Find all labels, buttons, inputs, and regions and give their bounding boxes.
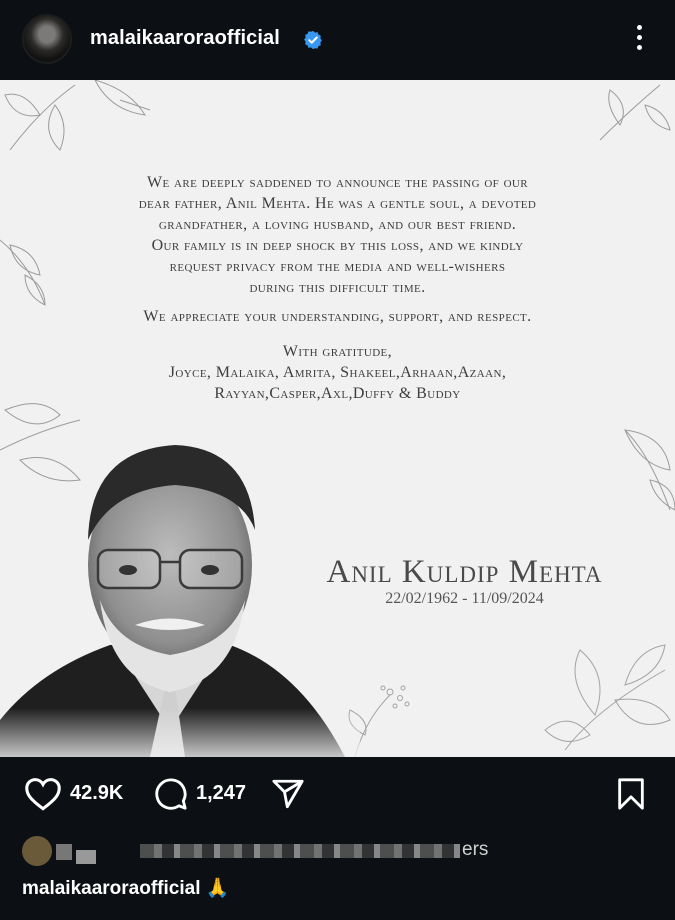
comment-icon[interactable] <box>153 777 189 811</box>
message-line: Our family is in deep shock by this loss, and we kindly <box>151 237 524 254</box>
like-count[interactable]: 42.9K <box>70 782 124 804</box>
caption-username[interactable]: malaikaaroraofficial <box>22 878 201 899</box>
liked-by-text: ers <box>462 839 489 860</box>
profile-avatar[interactable] <box>22 14 72 64</box>
leaf-decoration-icon <box>590 80 675 150</box>
like-heart-icon[interactable] <box>24 777 62 811</box>
more-options-icon[interactable] <box>628 25 650 55</box>
header-username[interactable]: malaikaaroraofficial <box>90 27 280 49</box>
liker-avatar <box>76 850 96 864</box>
message-line: request privacy from the media and well-wishers <box>169 258 506 275</box>
share-send-icon[interactable] <box>270 777 306 811</box>
signoff-line: With gratitude, <box>282 343 393 360</box>
leaf-decoration-icon <box>0 80 170 160</box>
post-header <box>0 0 675 80</box>
comment-count[interactable]: 1,247 <box>196 782 247 804</box>
life-dates: 22/02/1962 - 11/09/2024 <box>385 590 544 607</box>
liked-by-row[interactable] <box>22 836 502 866</box>
caption <box>22 876 229 900</box>
action-bar <box>0 757 675 837</box>
post-image <box>0 80 675 757</box>
signoff-line: Rayyan,Casper,Axl,Duffy & Buddy <box>214 385 461 402</box>
verified-badge-icon <box>303 30 323 50</box>
deceased-name: Anil Kuldip Mehta <box>326 554 603 590</box>
condolence-message <box>40 172 635 404</box>
message-line: dear father, Anil Mehta. He was a gentle soul, a devoted <box>138 195 537 212</box>
liker-avatar <box>56 844 72 860</box>
liker-avatar <box>22 836 52 866</box>
leaf-decoration-icon <box>620 425 675 515</box>
message-line: grandfather, a loving husband, and our best friend. <box>158 216 517 233</box>
signoff-line: Joyce, Malaika, Amrita, Shakeel,Arhaan,Azaan, <box>168 364 507 381</box>
message-line: We are deeply saddened to announce the passing of our <box>146 174 529 191</box>
save-bookmark-icon[interactable] <box>615 777 647 811</box>
caption-text: 🙏 <box>205 878 230 899</box>
appreciation-line: We appreciate your understanding, support, and respect. <box>143 308 532 325</box>
flower-decoration-icon <box>535 640 675 757</box>
liked-by-blurred-text <box>140 844 460 858</box>
message-line: during this difficult time. <box>249 279 426 296</box>
